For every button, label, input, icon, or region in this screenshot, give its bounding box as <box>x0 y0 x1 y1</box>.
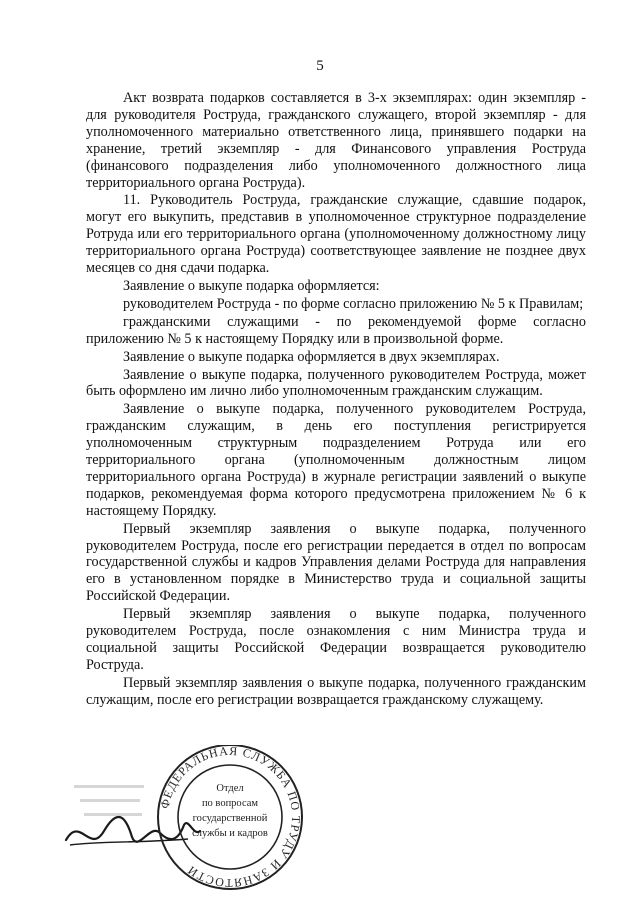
document-body <box>86 90 586 709</box>
paragraph: Акт возврата подарков составляется в 3-х экземплярах: один экземпляр - для руководителя Роструда, гражданского служащего, второй экземпляр - для уполномоченного материально ответственного лица, принявшего подарки на хранение, третий экземпляр - для Финансового управления Роструда (финансового подразделения либо уполномоченного должностного лица территориального органа Роструда). <box>86 90 586 191</box>
paragraph: Заявление о выкупе подарка оформляется: <box>123 277 380 294</box>
stamp-center-line: государственной <box>192 813 268 824</box>
paragraph: Первый экземпляр заявления о выкупе подарка, полученного гражданским служащим, после его регистрации возвращается гражданскому служащему. <box>86 674 586 708</box>
stamp-and-signature <box>60 745 320 895</box>
paragraph: руководителем Роструда - по форме согласно приложению № 5 к Правилам; <box>123 295 584 312</box>
paragraph: Заявление о выкупе подарка, полученного руководителем Роструда, гражданским служащим, в день его поступления регистрируется уполномоченным структурным подразделением Ротруда или его территориального органа (уполномоченным должностным лицом территориального органа Роструда) в журнале регистрации заявлений о выкупе подарков, рекомендуемая форма которого предусмотрена приложением № 6 к настоящему Порядку. <box>86 401 586 519</box>
paragraph: Заявление о выкупе подарка оформляется в двух экземплярах. <box>123 348 500 365</box>
paragraph: гражданскими служащими - по рекомендуемой форме согласно приложению № 5 к настоящему Порядку или в произвольной форме. <box>86 313 586 347</box>
paragraph: Первый экземпляр заявления о выкупе подарка, полученного руководителем Роструда, после его регистрации передается в отдел по вопросам государственной службы и кадров Управления делами Роструда для направления его в установленном порядке в Министерство труда и социальной защиты Российской Федерации. <box>86 520 586 605</box>
paragraph: 11. Руководитель Роструда, гражданские служащие, сдавшие подарок, могут его выкупить, представив в уполномоченное структурное подразделение Ротруда или его территориального органа (уполномоченному должностному лицу территориального органа Роструда) соответствующее заявление не позднее двух месяцев со дня сдачи подарка. <box>86 192 586 277</box>
page-number: 5 <box>316 58 324 74</box>
stamp-center-line: службы и кадров <box>192 828 268 839</box>
official-stamp-graphic <box>60 745 320 895</box>
paragraph: Заявление о выкупе подарка, полученного руководителем Роструда, может быть оформлено им лично либо уполномоченным гражданским служащим. <box>86 366 586 400</box>
stamp-center-line: по вопросам <box>201 798 259 809</box>
stamp-center-line: Отдел <box>216 783 244 794</box>
stamp-ring-text: ФЕДЕРАЛЬНАЯ СЛУЖБА ПО ТРУДУ И ЗАНЯТОСТИ <box>157 745 304 891</box>
paragraph: Первый экземпляр заявления о выкупе подарка, полученного руководителем Роструда, после ознакомления с ним Министра труда и социальной защиты Российской Федерации возвращается руководителю Роструда. <box>86 606 586 673</box>
